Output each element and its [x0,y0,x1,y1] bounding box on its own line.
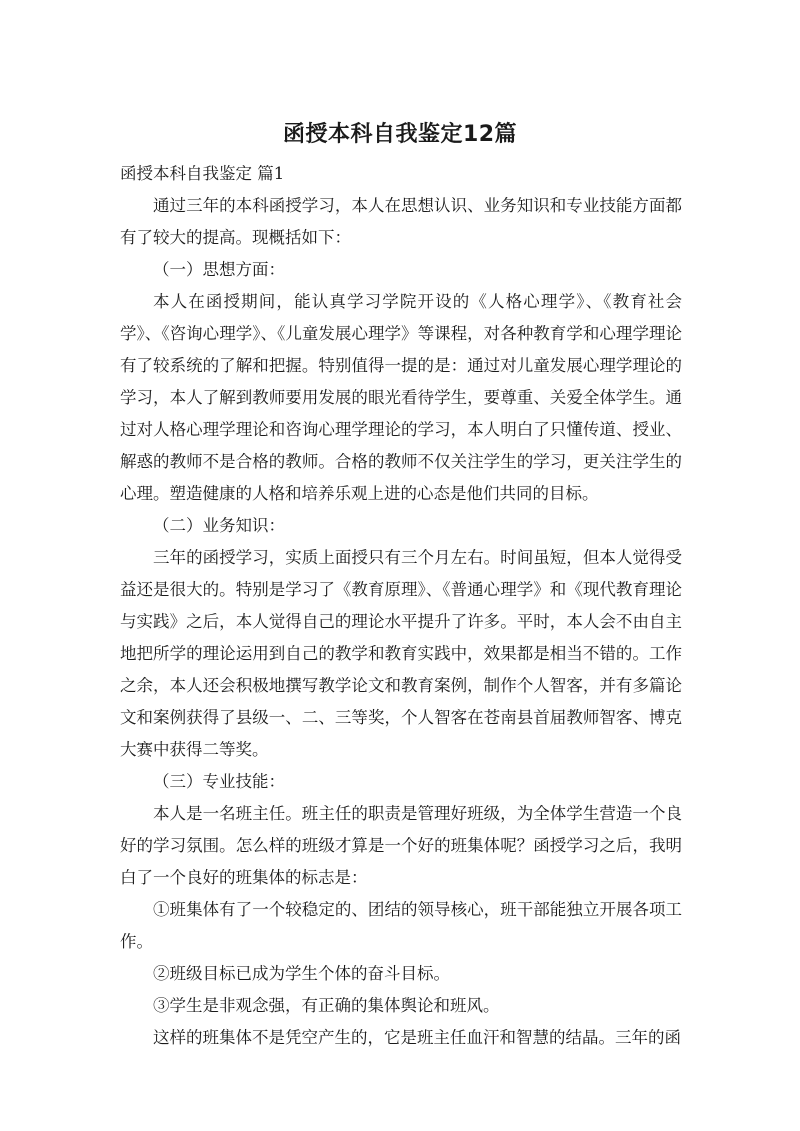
document-title: 函授本科自我鉴定12篇 [282,122,518,147]
paragraph-thought: 本人在函授期间，能认真学习学院开设的《人格心理学》、《教育社会学》、《咨询心理学》、《儿童发展心理学》等课程，对各种教育学和心理学理论有了较系统的了解和把握。特别值得一提的是：通过对儿童发展心理学理论的学习，本人了解到教师要用发展的眼光看待学生，要尊重、关爱全体学生。通过对人格心理学理论和咨询心理学理论的学习，本人明白了只懂传道、授业、解惑的教师不是合格的教师。合格的教师不仅关注学生的学习，更关注学生的心理。塑造健康的人格和培养乐观上进的心态是他们共同的目标。 [120,292,682,503]
paragraph-skills: 本人是一名班主任。班主任的职责是管理好班级，为全体学生营造一个良好的学习氛围。怎么样的班级才算是一个好的班集体呢？函授学习之后，我明白了一个良好的班集体的标志是： [120,804,682,887]
list-item-3: ③学生是非观念强，有正确的集体舆论和班风。 [153,996,500,1015]
section-heading: 函授本科自我鉴定 篇1 [120,164,285,183]
paragraph-intro: 通过三年的本科函授学习，本人在思想认识、业务知识和专业技能方面都有了较大的提高。现概括如下： [120,196,682,247]
list-item-1: ①班集体有了一个较稳定的、团结的领导核心，班干部能独立开展各项工作。 [120,900,682,951]
paragraph-closing: 这样的班集体不是凭空产生的，它是班主任血汗和智慧的结晶。三年的函 [153,1028,681,1047]
subheading-skills: （三）专业技能： [153,772,285,791]
subheading-business: （二）业务知识： [153,516,285,535]
list-item-2: ②班级目标已成为学生个体的奋斗目标。 [153,964,450,983]
paragraph-business: 三年的函授学习，实质上面授只有三个月左右。时间虽短，但本人觉得受益还是很大的。特别是学习了《教育原理》、《普通心理学》和《现代教育理论与实践》之后，本人觉得自己的理论水平提升了许多。平时，本人会不由自主地把所学的理论运用到自己的教学和教育实践中，效果都是相当不错的。工作之余，本人还会积极地撰写教学论文和教育案例，制作个人智客，并有多篇论文和案例获得了县级一、二、三等奖，个人智客在苍南县首届教师智客、博克大赛中获得二等奖。 [120,548,682,759]
subheading-thought: （一）思想方面： [153,260,285,279]
document-body [120,158,682,1054]
